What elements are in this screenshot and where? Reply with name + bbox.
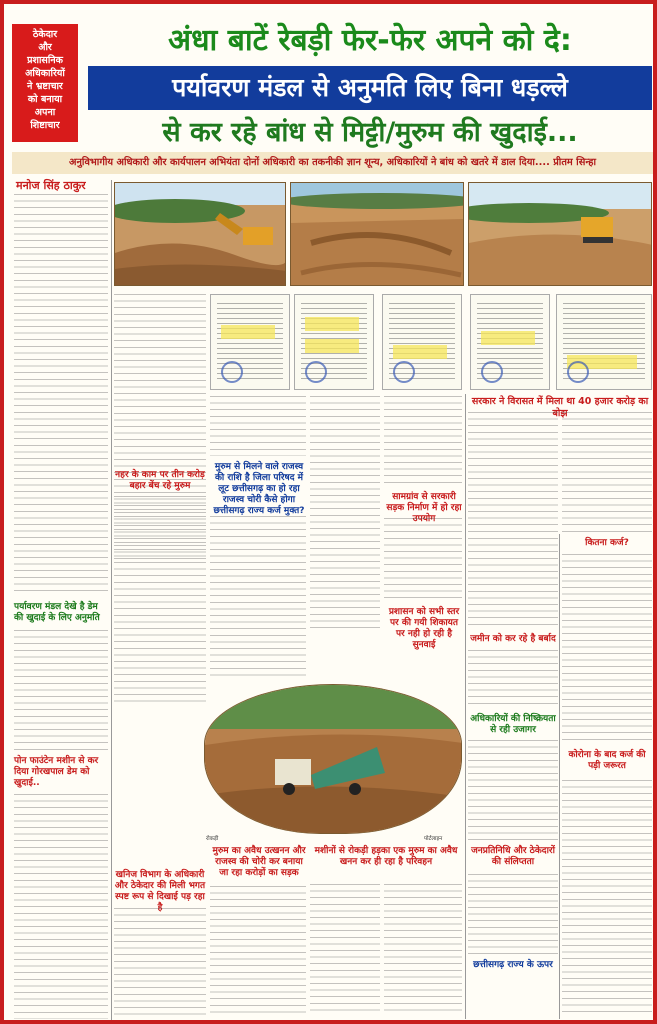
article-text-col4b	[310, 884, 380, 1016]
article-text-col3c	[210, 886, 306, 1018]
heading-pocelain: पोन फाउंटेन मशीन से कर दिया गोरखपाल डेम को खुदाई..	[14, 756, 99, 788]
heading-road-build: सामग्रांव से सरकारी सड़क निर्माण में हो रहा उपयोग	[386, 492, 462, 524]
debt-list-right	[562, 412, 652, 532]
text-lines	[310, 396, 380, 631]
text-lines	[14, 630, 108, 750]
article-text-col5	[384, 396, 462, 486]
heading-debt: सरकार ने विरासत में मिला था 40 हजार करोड़ का बोझ	[471, 396, 649, 419]
text-lines	[14, 794, 108, 1019]
article-text-col6	[468, 538, 558, 628]
subheadline: अनुविभागीय अधिकारी और कार्यपालन अभियंता दोनों अधिकारी का तकनीकी ज्ञान शून्य, अधिकारियों ने बांध को खतरे में डाल दिया.... प्रीतम सिन्हा	[12, 152, 653, 174]
article-text-col7	[562, 554, 652, 744]
text-lines	[210, 886, 306, 1018]
heading-gauthan: मुरुम से मिलने वाले राजस्व की राशि है जिला परिषद में लूट छत्तीसगढ़ का हो रहा राजस्व चोरी कैसे होगा छत्तीसगढ़ राज्य कर्ज मुक्त?	[213, 462, 305, 516]
text-lines	[114, 496, 206, 706]
heading-loan: कितना कर्ज?	[585, 538, 629, 548]
headline-line2: पर्यावरण मंडल से अनुमति लिए बिना धड़ल्ले	[88, 66, 652, 110]
side-box-line: को बनाया	[27, 94, 63, 105]
debt-list-left	[468, 412, 558, 532]
side-box-line: शिष्टाचार	[30, 120, 60, 131]
side-box-line: प्रशासनिक	[27, 55, 63, 66]
article-text-col4	[310, 396, 380, 631]
heading-corona: कोरोना के बाद कर्ज की पड़ी जरूरत	[568, 750, 646, 771]
document-scan-2	[294, 294, 374, 390]
heading-complaint: प्रशासन को सभी स्तर पर की गयी शिकायत पर नही हो रही है सुनवाई	[388, 607, 460, 650]
text-lines	[468, 874, 558, 954]
heading-mining: खनिज विभाग के अधिकारी और ठेकेदार की मिली भगत स्पष्ट रूप से दिखाई पड़ रहा है	[114, 870, 206, 913]
side-box-line: ठेकेदार	[32, 29, 58, 40]
text-lines	[114, 908, 206, 1018]
heading-agriculture: जमीन को कर रहे है बर्बाद	[470, 634, 556, 644]
photo-dam-excavation-3	[468, 182, 652, 286]
article-text-col3b	[210, 516, 306, 676]
article-text-col6d	[468, 874, 558, 954]
column-rule	[465, 394, 466, 1019]
column-rule	[111, 180, 112, 1020]
article-text-col5c	[384, 884, 462, 1016]
document-scan-4	[470, 294, 550, 390]
photo-caption-right: पोर्टलाइन	[424, 836, 443, 842]
headline-line3: से कर रहे बांध से मिट्टी/मुरुम की खुदाई...	[162, 117, 578, 148]
heading-env-permission: पर्यावरण मंडल देखे है डेम की खुदाई के लिए अनुमति	[14, 602, 100, 623]
text-lines	[562, 554, 652, 744]
document-scan-5	[556, 294, 652, 390]
heading-revenue: मुरुम का अवैध उत्खनन और राजस्व की चोरी कर बनाया जा रहा करोड़ों का सड़क	[212, 846, 306, 878]
article-text-col6c	[468, 740, 558, 840]
photo-dam-excavation-1	[114, 182, 286, 286]
text-lines	[384, 884, 462, 1016]
article-text-left-3	[14, 794, 108, 1019]
text-lines	[468, 740, 558, 840]
article-text-col6b	[468, 650, 558, 708]
photo-caption-left: रोकड़ी	[206, 836, 219, 842]
text-lines	[310, 884, 380, 1016]
text-lines	[468, 650, 558, 708]
side-box-line: ने भ्रष्टाचार	[27, 81, 63, 92]
column-rule	[559, 534, 560, 1019]
text-lines	[210, 396, 306, 456]
byline: मनोज सिंह ठाकुर	[16, 179, 86, 192]
text-lines	[468, 538, 558, 628]
heading-machines: मशीनों से रोकड़ी हड़का एक मुरुम का अवैध खनन कर ही रहा है परिवहन	[314, 846, 458, 867]
side-box-line: अधिकारियों	[25, 68, 65, 79]
heading-officials: अधिकारियों की निष्क्रियता से रही उजागर	[470, 714, 556, 735]
text-lines	[562, 780, 652, 1016]
text-lines	[210, 516, 306, 676]
photo-truck-excavation	[204, 684, 462, 834]
headline-line1: अंधा बाटें रेबड़ी फेर-फेर अपने को दे:	[168, 23, 572, 58]
document-scan-1	[210, 294, 290, 390]
text-lines	[384, 518, 462, 602]
side-box-line: और	[38, 42, 52, 53]
article-text-col5b	[384, 518, 462, 602]
article-text-col3	[210, 396, 306, 456]
side-box-line: अपना	[34, 107, 56, 118]
article-text-left	[14, 194, 108, 594]
heading-public: जनप्रतिनिधि और ठेकेदारों की संलिप्तता	[471, 846, 555, 867]
article-text-col7b	[562, 780, 652, 1016]
text-lines	[14, 194, 108, 594]
heading-road-plan: नहर के काम पर तीन करोड़ बहार बेंच रहे मुरुम	[115, 470, 205, 491]
article-text-left-2	[14, 630, 108, 750]
article-text-col2b	[114, 496, 206, 706]
document-scan-3	[382, 294, 462, 390]
photo-dam-excavation-2	[290, 182, 464, 286]
heading-state: छत्तीसगढ़ राज्य के ऊपर	[473, 960, 553, 970]
article-text-col2c	[114, 908, 206, 1018]
side-box	[12, 24, 78, 142]
text-lines	[384, 396, 462, 486]
